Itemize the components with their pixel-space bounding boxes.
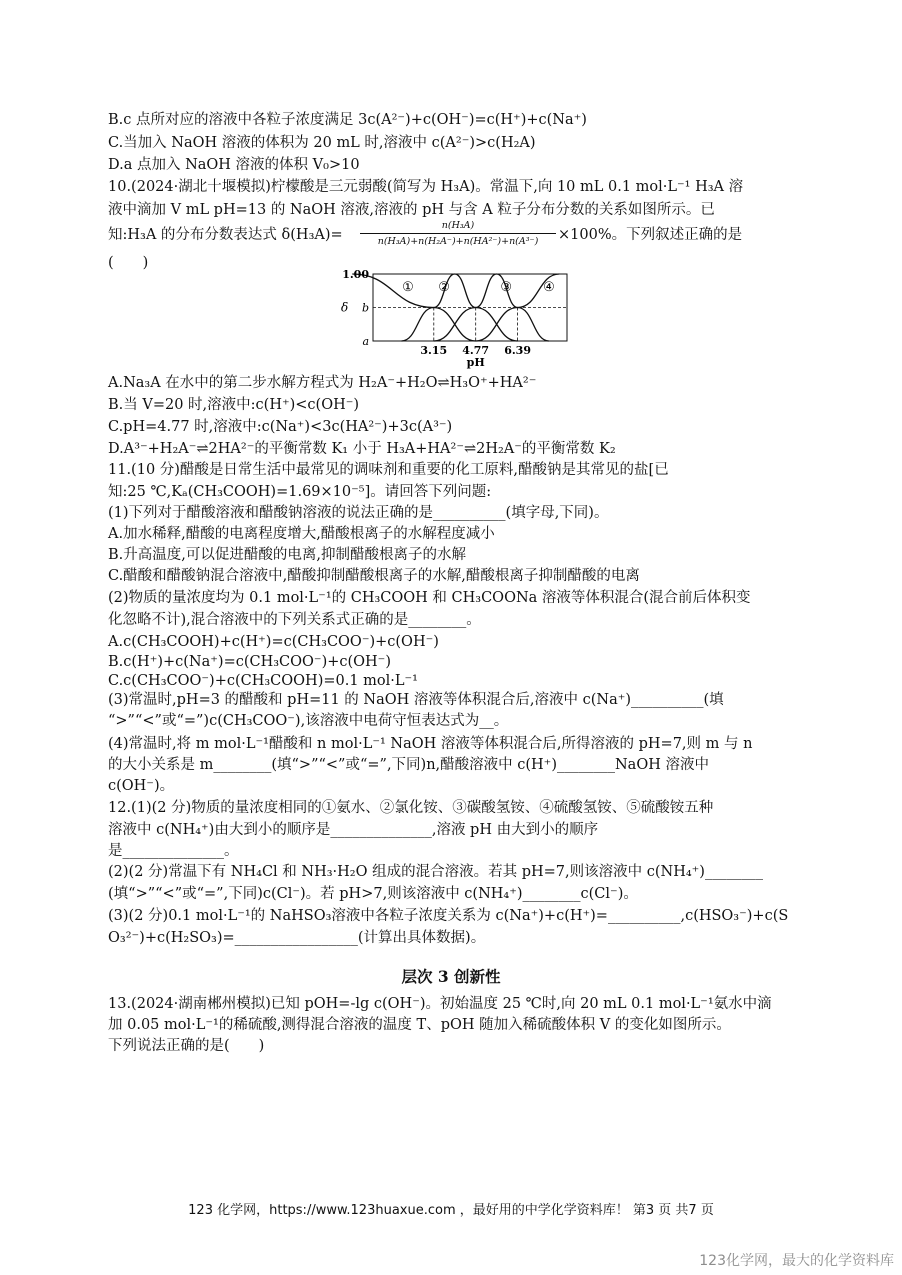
line-23: “>”“<”或“=”)c(CH₃COO⁻),该溶液中电荷守恒表达式为__。	[108, 713, 509, 729]
line-7: A.Na₃A 在水中的第二步水解方程式为 H₂A⁻+H₂O⇌H₃O⁺+HA²⁻	[108, 375, 537, 391]
line-33: O₃²⁻)+c(H₂SO₃)=_________________(计算出具体数据)。	[108, 930, 486, 946]
line-3: 10.(2024·湖北十堰模拟)柠檬酸是三元弱酸(简写为 H₃A)。常温下,向 10 mL 0.1 mol·L⁻¹ H₃A 溶	[108, 179, 744, 195]
watermark: 123化学网，最大的化学资料库	[699, 1253, 894, 1269]
line-1: C.当加入 NaOH 溶液的体积为 20 mL 时,溶液中 c(A²⁻)>c(H₂A)	[108, 135, 536, 151]
line-20: B.c(H⁺)+c(Na⁺)=c(CH₃COO⁻)+c(OH⁻)	[108, 654, 391, 670]
formula-bar	[360, 233, 556, 234]
line-27: 12.(1)(2 分)物质的量浓度相同的①氨水、②氯化铵、③碳酸氢铵、④硫酸氢铵、⑤硫酸铵五种	[108, 800, 714, 816]
y-tick-label: 1.00	[342, 268, 369, 281]
line-22: (3)常温时,pH=3 的醋酸和 pH=11 的 NaOH 溶液等体积混合后,溶液中 c(Na⁺)__________(填	[108, 692, 724, 708]
page-footer: 123 化学网，https://www.123huaxue.com ，最好用的中学化学资料库！ 第3 页 共7 页	[188, 1203, 714, 1218]
formula-denominator: n(H₃A)+n(H₂A⁻)+n(HA²⁻)+n(A³⁻)	[377, 236, 539, 247]
formula-tail: ×100%。下列叙述正确的是	[558, 227, 743, 243]
line-28: 溶液中 c(NH₄⁺)由大到小的顺序是______________,溶液 pH 由大到小的顺序	[108, 822, 599, 838]
line-36: 下列说法正确的是( )	[108, 1038, 265, 1054]
distribution-chart	[335, 266, 595, 369]
line-31: (填“>”“<”或“=”,下同)c(Cl⁻)。若 pH>7,则该溶液中 c(NH₄⁺)________c(Cl⁻)。	[108, 886, 638, 902]
curve-label: ④	[543, 280, 555, 295]
line-18: 化忽略不计),混合溶液中的下列关系式正确的是________。	[108, 612, 481, 628]
line-30: (2)(2 分)常温下有 NH₄Cl 和 NH₃·H₂O 组成的混合溶液。若其 pH=7,则该溶液中 c(NH₄⁺)________	[108, 864, 763, 880]
formula-numerator: n(H₃A)	[441, 220, 475, 231]
line-4: 液中滴加 V mL pH=13 的 NaOH 溶液,溶液的 pH 与含 A 粒子分布分数的关系如图所示。已	[108, 202, 715, 218]
x-tick-label: 6.39	[504, 344, 531, 357]
x-tick-label: 4.77	[462, 344, 490, 357]
line-13: (1)下列对于醋酸溶液和醋酸钠溶液的说法正确的是__________(填字母,下同)。	[108, 505, 609, 521]
line-16: C.醋酸和醋酸钠混合溶液中,醋酸抑制醋酸根离子的水解,醋酸根离子抑制醋酸的电离	[108, 568, 640, 584]
y-tick-label: a	[362, 335, 369, 348]
curve-label: ②	[438, 280, 450, 295]
line-14: A.加水稀释,醋酸的电离程度增大,醋酸根离子的水解程度减小	[108, 526, 495, 542]
line-12: 知:25 ℃,Kₐ(CH₃COOH)=1.69×10⁻⁵]。请回答下列问题:	[108, 484, 492, 500]
line-5: 知:H₃A 的分布分数表达式 δ(H₃A)=	[108, 227, 343, 243]
line-35: 加 0.05 mol·L⁻¹的稀硫酸,测得混合溶液的温度 T、pOH 随加入稀硫酸体积 V 的变化如图所示。	[108, 1017, 731, 1033]
line-10: D.A³⁻+H₂A⁻⇌2HA²⁻的平衡常数 K₁ 小于 H₃A+HA²⁻⇌2H₂A⁻的平衡常数 K₂	[108, 441, 616, 457]
curve-label: ①	[402, 280, 414, 295]
line-0: B.c 点所对应的溶液中各粒子浓度满足 3c(A²⁻)+c(OH⁻)=c(H⁺)+c(Na⁺)	[108, 112, 587, 128]
line-21: C.c(CH₃COO⁻)+c(CH₃COOH)=0.1 mol·L⁻¹	[108, 673, 418, 689]
line-25: 的大小关系是 m________(填“>”“<”或“=”,下同)n,醋酸溶液中 c(H⁺)________NaOH 溶液中	[108, 757, 709, 773]
line-19: A.c(CH₃COOH)+c(H⁺)=c(CH₃COO⁻)+c(OH⁻)	[108, 634, 439, 650]
line-2: D.a 点加入 NaOH 溶液的体积 V₀>10	[108, 157, 360, 173]
line-11: 11.(10 分)醋酸是日常生活中最常见的调味剂和重要的化工原料,醋酸钠是其常见的盐[已	[108, 462, 669, 478]
line-29: 是______________。	[108, 843, 239, 859]
y-tick-label: b	[361, 301, 369, 315]
line-26: c(OH⁻)。	[108, 778, 175, 794]
x-tick-label: 3.15	[420, 344, 448, 357]
line-15: B.升高温度,可以促进醋酸的电离,抑制醋酸根离子的水解	[108, 547, 466, 563]
line-34: 13.(2024·湖南郴州模拟)已知 pOH=-lg c(OH⁻)。初始温度 25 ℃时,向 20 mL 0.1 mol·L⁻¹氨水中滴	[108, 996, 772, 1012]
line-17: (2)物质的量浓度均为 0.1 mol·L⁻¹的 CH₃COOH 和 CH₃COONa 溶液等体积混合(混合前后体积变	[108, 590, 751, 606]
line-8: B.当 V=20 时,溶液中:c(H⁺)<c(OH⁻)	[108, 397, 360, 413]
y-axis-label: δ	[341, 300, 349, 315]
series-curve	[434, 274, 549, 341]
line-32: (3)(2 分)0.1 mol·L⁻¹的 NaHSO₃溶液中各粒子浓度关系为 c(Na⁺)+c(H⁺)=__________,c(HSO₃⁻)+c(S	[108, 908, 789, 924]
line-6: ( )	[108, 255, 149, 271]
line-24: (4)常温时,将 m mol·L⁻¹醋酸和 n mol·L⁻¹ NaOH 溶液等体积混合后,所得溶液的 pH=7,则 m 与 n	[108, 736, 753, 752]
line-9: C.pH=4.77 时,溶液中:c(Na⁺)<3c(HA²⁻)+3c(A³⁻)	[108, 419, 453, 435]
x-axis-label: pH	[466, 356, 485, 369]
section-title: 层次 3 创新性	[401, 967, 501, 986]
curve-label: ③	[500, 280, 513, 295]
